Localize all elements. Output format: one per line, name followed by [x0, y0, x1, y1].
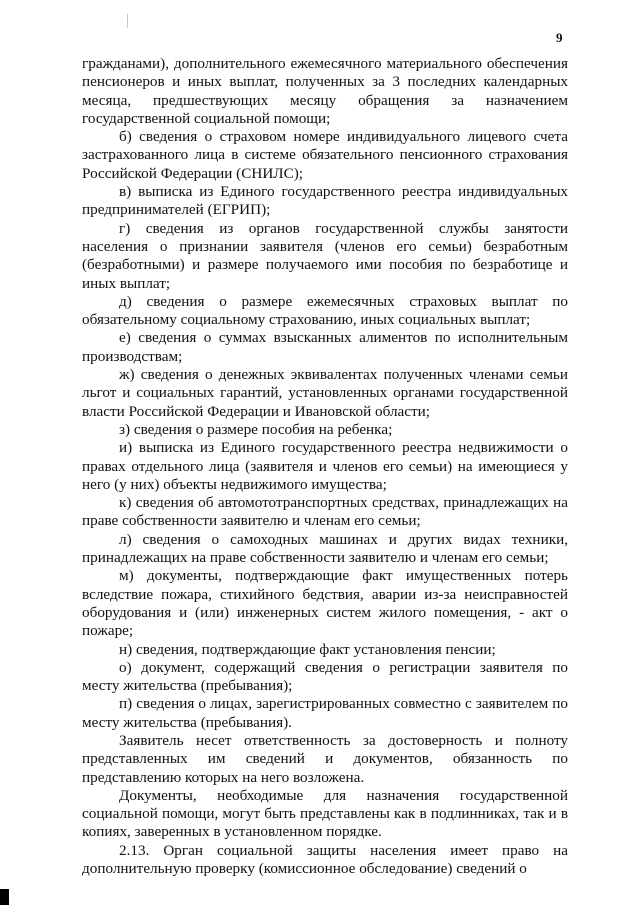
list-item-m: м) документы, подтверждающие факт имущественных потерь вследствие пожара, стихийного бедствия, аварии из-за неисправностей оборудования и (или) инженерных систем жилого помещения, - акт о пожаре;: [82, 567, 568, 640]
list-item-n: н) сведения, подтверждающие факт установления пенсии;: [119, 640, 496, 658]
list-item-b: б) сведения о страховом номере индивидуального лицевого счета застрахованного лица в системе обязательного пенсионного страхования Российской Федерации (СНИЛС);: [82, 128, 568, 182]
list-item-v: в) выписка из Единого государственного реестра индивидуальных предпринимателей (ЕГРИП);: [82, 183, 568, 219]
page-number: 9: [556, 30, 563, 45]
list-item-p: п) сведения о лицах, зарегистрированных совместно с заявителем по месту жительства (пребывания).: [82, 695, 568, 731]
list-item-g: г) сведения из органов государственной службы занятости населения о признании заявителя (членов его семьи) безработным (безработными) и размере получаемого ими пособия по безработице и иных выплат;: [82, 219, 568, 292]
documents-paragraph: Документы, необходимые для назначения государственной социальной помощи, могут быть представлены как в подлинниках, так и в копиях, заверенных в установленном порядке.: [82, 786, 568, 841]
scan-mark: [127, 14, 128, 28]
list-item-k: к) сведения об автомототранспортных средствах, принадлежащих на праве собственности заявителю и членам его семьи;: [82, 494, 568, 530]
paragraph-continuation: гражданами), дополнительного ежемесячного материального обеспечения пенсионеров и иных выплат, полученных за 3 последних календарных месяца, предшествующих месяцу обращения за назначением государственной социальной помощи;: [82, 55, 568, 127]
list-item-z: з) сведения о размере пособия на ребенка;: [119, 420, 393, 438]
list-item-d: д) сведения о размере ежемесячных страховых выплат по обязательному социальному страхованию, иных социальных выплат;: [82, 292, 568, 329]
section-2-13-paragraph: 2.13. Орган социальной защиты населения имеет право на дополнительную проверку (комиссионное обследование) сведений о: [82, 841, 568, 878]
document-body: [82, 55, 568, 878]
list-item-e: е) сведения о суммах взысканных алиментов по исполнительным производствам;: [82, 329, 568, 365]
list-item-zh: ж) сведения о денежных эквивалентах полученных членами семьи льгот и социальных гарантий, установленных органами государственной власти Российской Федерации и Ивановской области;: [82, 366, 568, 420]
scan-corner-mark: [0, 889, 9, 905]
responsibility-paragraph: Заявитель несет ответственность за достоверность и полноту представленных им сведений и документов, обязанность по представлению которых на него возложена.: [82, 731, 568, 786]
list-item-i: и) выписка из Единого государственного реестра недвижимости о правах отдельного лица (заявителя и членов его семьи) на имеющиеся у него (у них) объекты недвижимого имущества;: [82, 439, 568, 493]
list-item-o: о) документ, содержащий сведения о регистрации заявителя по месту жительства (пребывания);: [82, 658, 568, 695]
list-item-l: л) сведения о самоходных машинах и других видах техники, принадлежащих на праве собственности заявителю и членам его семьи;: [82, 530, 568, 567]
